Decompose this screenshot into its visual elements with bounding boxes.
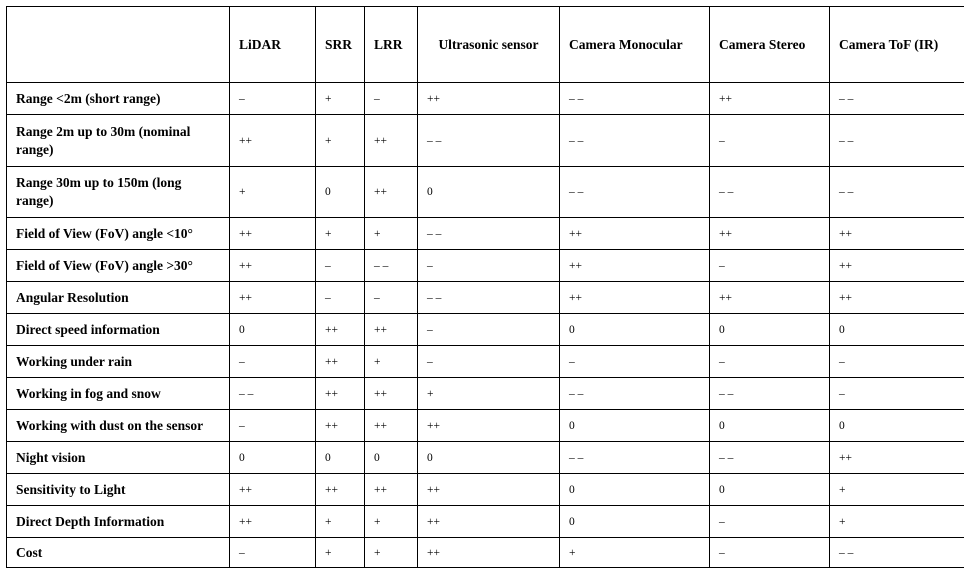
rating-cell: 0 — [365, 442, 418, 474]
rating-cell: – — [230, 83, 316, 115]
rating-cell: ++ — [710, 83, 830, 115]
table-row — [7, 506, 964, 538]
feature-label: Field of View (FoV) angle >30° — [7, 250, 230, 282]
rating-cell: – – — [560, 115, 710, 167]
rating-cell: ++ — [230, 218, 316, 250]
rating-cell: ++ — [418, 474, 560, 506]
rating-cell: – – — [560, 167, 710, 218]
table-row — [7, 410, 964, 442]
rating-cell: – – — [560, 83, 710, 115]
rating-cell: + — [316, 83, 365, 115]
rating-cell: ++ — [560, 218, 710, 250]
feature-label: Range 2m up to 30m (nominal range) — [7, 115, 230, 167]
rating-cell: 0 — [316, 442, 365, 474]
feature-label: Direct speed information — [7, 314, 230, 346]
rating-cell: + — [830, 506, 964, 538]
rating-cell: ++ — [560, 282, 710, 314]
rating-cell: + — [418, 378, 560, 410]
rating-cell: – — [365, 83, 418, 115]
rating-cell: – — [418, 346, 560, 378]
rating-cell: – – — [560, 378, 710, 410]
table-row — [7, 346, 964, 378]
rating-cell: ++ — [830, 282, 964, 314]
rating-cell: – — [230, 346, 316, 378]
rating-cell: ++ — [365, 410, 418, 442]
rating-cell: 0 — [418, 442, 560, 474]
feature-label: Working under rain — [7, 346, 230, 378]
rating-cell: – – — [418, 282, 560, 314]
rating-cell: 0 — [230, 442, 316, 474]
table-row — [7, 474, 964, 506]
rating-cell: – — [418, 250, 560, 282]
table-row — [7, 314, 964, 346]
rating-cell: ++ — [560, 250, 710, 282]
rating-cell: ++ — [230, 506, 316, 538]
rating-cell: + — [365, 538, 418, 568]
rating-cell: ++ — [418, 83, 560, 115]
rating-cell: ++ — [830, 442, 964, 474]
rating-cell: + — [316, 218, 365, 250]
rating-cell: ++ — [316, 410, 365, 442]
rating-cell: ++ — [316, 314, 365, 346]
sensor-comparison-table — [6, 6, 964, 568]
table-row — [7, 83, 964, 115]
feature-label: Cost — [7, 538, 230, 568]
rating-cell: ++ — [418, 506, 560, 538]
table-row — [7, 115, 964, 167]
rating-cell: – – — [830, 115, 964, 167]
rating-cell: 0 — [830, 410, 964, 442]
rating-cell: 0 — [560, 506, 710, 538]
rating-cell: – – — [418, 115, 560, 167]
rating-cell: 0 — [560, 410, 710, 442]
rating-cell: – – — [830, 83, 964, 115]
header-cell — [7, 7, 230, 83]
rating-cell: – — [830, 378, 964, 410]
rating-cell: 0 — [560, 314, 710, 346]
feature-label: Range <2m (short range) — [7, 83, 230, 115]
rating-cell: 0 — [418, 167, 560, 218]
rating-cell: + — [230, 167, 316, 218]
header-cell: Camera Stereo — [710, 7, 830, 83]
rating-cell: ++ — [230, 282, 316, 314]
rating-cell: + — [830, 474, 964, 506]
header-cell: LiDAR — [230, 7, 316, 83]
rating-cell: 0 — [830, 314, 964, 346]
rating-cell: ++ — [418, 538, 560, 568]
rating-cell: 0 — [710, 474, 830, 506]
rating-cell: – — [710, 250, 830, 282]
rating-cell: + — [316, 538, 365, 568]
rating-cell: ++ — [710, 282, 830, 314]
rating-cell: – — [316, 282, 365, 314]
rating-cell: ++ — [230, 115, 316, 167]
table-row — [7, 282, 964, 314]
rating-cell: ++ — [830, 250, 964, 282]
feature-label: Sensitivity to Light — [7, 474, 230, 506]
feature-label: Night vision — [7, 442, 230, 474]
rating-cell: ++ — [365, 474, 418, 506]
rating-cell: ++ — [710, 218, 830, 250]
rating-cell: ++ — [418, 410, 560, 442]
header-cell: SRR — [316, 7, 365, 83]
rating-cell: ++ — [365, 167, 418, 218]
rating-cell: ++ — [316, 378, 365, 410]
rating-cell: ++ — [316, 474, 365, 506]
rating-cell: – – — [710, 378, 830, 410]
table-row — [7, 250, 964, 282]
rating-cell: 0 — [230, 314, 316, 346]
rating-cell: – — [710, 115, 830, 167]
rating-cell: + — [316, 506, 365, 538]
rating-cell: – — [230, 410, 316, 442]
table-row — [7, 442, 964, 474]
rating-cell: – — [830, 346, 964, 378]
rating-cell: + — [560, 538, 710, 568]
rating-cell: – — [230, 538, 316, 568]
rating-cell: 0 — [710, 410, 830, 442]
rating-cell: 0 — [560, 474, 710, 506]
rating-cell: – – — [560, 442, 710, 474]
header-cell: Camera Monocular — [560, 7, 710, 83]
feature-label: Range 30m up to 150m (long range) — [7, 167, 230, 218]
feature-label: Field of View (FoV) angle <10° — [7, 218, 230, 250]
table-row — [7, 378, 964, 410]
rating-cell: – — [710, 506, 830, 538]
rating-cell: – — [710, 538, 830, 568]
rating-cell: ++ — [365, 314, 418, 346]
rating-cell: + — [365, 346, 418, 378]
header-cell: LRR — [365, 7, 418, 83]
rating-cell: 0 — [316, 167, 365, 218]
rating-cell: + — [365, 506, 418, 538]
rating-cell: – – — [710, 167, 830, 218]
rating-cell: ++ — [230, 250, 316, 282]
rating-cell: 0 — [710, 314, 830, 346]
header-row — [7, 7, 964, 83]
rating-cell: – — [365, 282, 418, 314]
table-row — [7, 218, 964, 250]
header-cell: Ultrasonic sensor — [418, 7, 560, 83]
feature-label: Direct Depth Information — [7, 506, 230, 538]
rating-cell: – — [418, 314, 560, 346]
feature-label: Working in fog and snow — [7, 378, 230, 410]
rating-cell: + — [316, 115, 365, 167]
rating-cell: – — [560, 346, 710, 378]
rating-cell: – – — [230, 378, 316, 410]
rating-cell: – – — [710, 442, 830, 474]
rating-cell: – – — [830, 167, 964, 218]
rating-cell: ++ — [316, 346, 365, 378]
table-row — [7, 538, 964, 568]
header-cell: Camera ToF (IR) — [830, 7, 964, 83]
rating-cell: ++ — [365, 378, 418, 410]
rating-cell: – — [316, 250, 365, 282]
rating-cell: + — [365, 218, 418, 250]
rating-cell: – – — [365, 250, 418, 282]
rating-cell: – – — [830, 538, 964, 568]
rating-cell: ++ — [365, 115, 418, 167]
feature-label: Angular Resolution — [7, 282, 230, 314]
rating-cell: ++ — [830, 218, 964, 250]
feature-label: Working with dust on the sensor — [7, 410, 230, 442]
rating-cell: ++ — [230, 474, 316, 506]
rating-cell: – — [710, 346, 830, 378]
table-row — [7, 167, 964, 218]
rating-cell: – – — [418, 218, 560, 250]
